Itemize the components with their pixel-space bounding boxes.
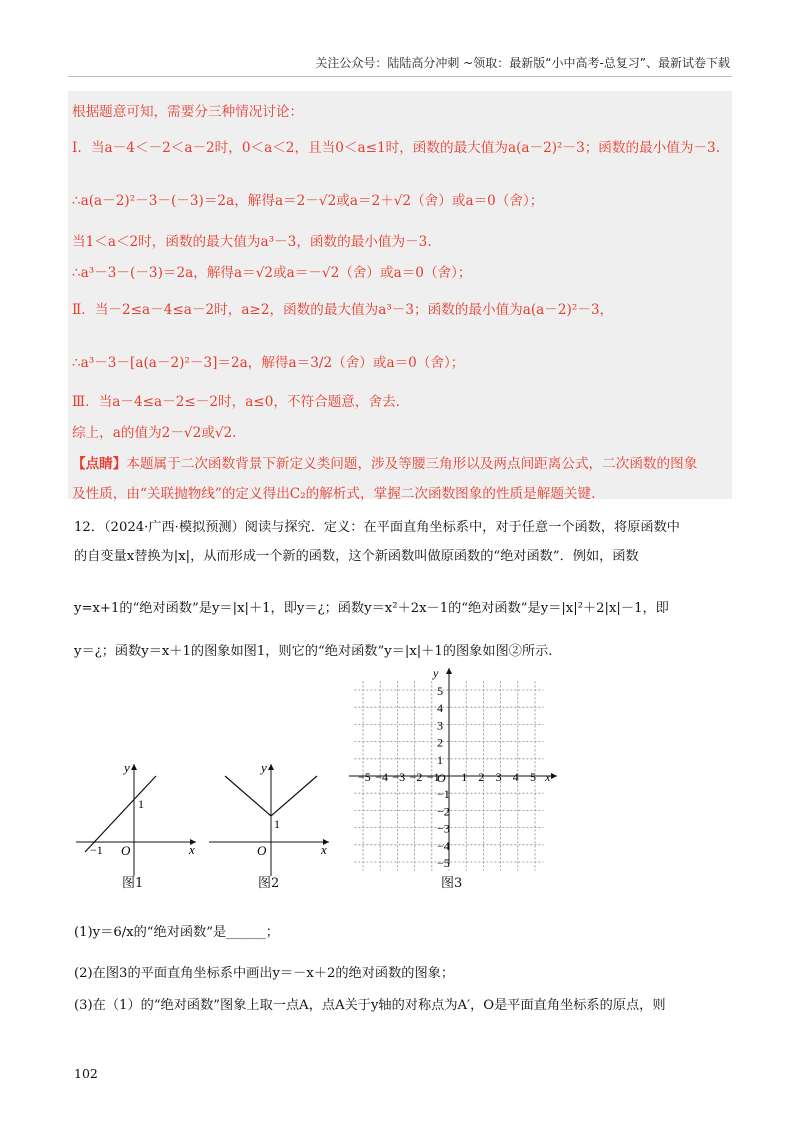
fig2-origin: O [257, 843, 267, 858]
question-12-line-4: y＝¿；函数y＝x＋1的图象如图1，则它的“绝对函数”y＝|x|＋1的图象如图②所示. [74, 644, 553, 659]
fig3-x-tick-label: −3 [392, 770, 406, 784]
fig1-y-label: y [124, 760, 130, 775]
solution-conclusion: 综上，a的值为2－√2或√2. [72, 425, 237, 441]
fig3-x-tick-label: −5 [358, 770, 371, 784]
fig1-origin: O [121, 843, 131, 858]
figure-2 [205, 756, 335, 886]
fig2-x-label: x [321, 842, 327, 857]
solution-case-1b: 当1＜a＜2时，函数的最大值为a³－3，函数的最小值为－3. [72, 234, 432, 250]
figure-3-grid [345, 664, 565, 874]
sub-question-2: (2)在图3的平面直角坐标系中画出y＝－x＋2的绝对函数的图象； [74, 966, 455, 981]
tip-label: 【点睛】 [72, 456, 127, 472]
fig3-x-tick-label: 2 [478, 770, 485, 784]
fig3-x-tick-label: −4 [375, 770, 388, 784]
figure-1 [70, 756, 200, 886]
header-divider [68, 76, 732, 77]
fig2-y-label: y [261, 760, 267, 775]
solution-case-2: Ⅱ．当－2≤a－4≤a－2时，a≥2，函数的最大值为a³－3；函数的最小值为a(a－2)²－3， [72, 302, 614, 318]
solution-case-1b-eq: ∴a³－3－(－3)＝2a，解得a＝√2或a＝－√2（舍）或a＝0（舍）； [72, 265, 472, 281]
fig3-y-tick-label: 4 [437, 701, 443, 716]
solution-tip-line-2: 及性质，由“关联抛物线”的定义得出C₂的解析式，掌握二次函数图象的性质是解题关键. [72, 486, 596, 502]
question-12-line-3: y=x+1的“绝对函数”是y＝|x|＋1，即y＝¿；函数y＝x²＋2x－1的“绝对函数”是y＝|x|²＋2|x|－1，即 [74, 601, 669, 616]
solution-case-1-eq: ∴a(a－2)²－3－(－3)＝2a，解得a＝2－√2或a＝2＋√2（舍）或a＝0（舍）； [72, 193, 544, 209]
fig1-neg-one: −1 [90, 843, 103, 857]
fig3-caption: 图3 [441, 876, 463, 891]
fig3-x-tick-label: 1 [461, 770, 468, 784]
fig1-x-label: x [189, 842, 195, 857]
fig3-y-tick-label: 5 [437, 684, 443, 698]
fig3-x-tick-label: −2 [409, 770, 423, 784]
fig1-line [85, 776, 156, 852]
page-header: 关注公众号：陆陆高分冲刺 ~领取：最新版“小中高考-总复习”、最新试卷下载 [315, 56, 730, 70]
fig3-x-arrow [551, 773, 557, 779]
fig3-y-tick-label: −2 [437, 804, 450, 819]
fig2-caption: 图2 [258, 876, 280, 891]
fig3-y-tick-label: 1 [437, 752, 443, 767]
solution-case-1: Ⅰ．当a－4＜－2＜a－2时，0＜a＜2，且当0＜a≤1时，函数的最大值为a(a－2)²－3；函数的最小值为－3. [72, 140, 721, 156]
fig3-x-tick-label: 4 [512, 770, 519, 784]
fig3-x-tick-label: 5 [530, 770, 536, 784]
fig3-y-arrow [446, 668, 452, 674]
fig3-y-tick-label: −4 [437, 838, 450, 853]
solution-tip-line-1 [72, 452, 697, 472]
fig1-caption: 图1 [122, 876, 144, 891]
fig3-y-tick-label: −5 [437, 856, 450, 870]
fig3-y-tick-label: 2 [437, 735, 443, 750]
sub-question-1: (1)y＝6/x的“绝对函数”是______； [74, 925, 279, 940]
fig3-origin: O [437, 771, 446, 785]
solution-case-3: Ⅲ．当a－4≤a－2≤－2时，a≤0，不符合题意，舍去. [72, 394, 401, 410]
fig2-y-arrow [268, 764, 274, 770]
fig3-y-tick-label: −3 [437, 821, 450, 836]
fig3-y-tick-label: −1 [437, 787, 450, 802]
fig3-x-tick-label: −1 [426, 770, 440, 784]
sub-question-3: (3)在（1）的“绝对函数”图象上取一点A，点A关于y轴的对称点为A′，O是平面直角坐标系的原点，则 [74, 998, 666, 1013]
fig3-x-tick-label: 3 [495, 770, 502, 784]
fig3-y-tick-label: 3 [437, 718, 443, 733]
fig2-one: 1 [274, 817, 280, 831]
question-12-line-2: 的自变量x替换为|x|，从而形成一个新的函数，这个新函数叫做原函数的“绝对函数”．例如，函数 [74, 549, 639, 564]
tip-text-1: 本题属于二次函数背景下新定义类问题，涉及等腰三角形以及两点间距离公式，二次函数的图象 [126, 456, 698, 472]
fig1-one: 1 [138, 797, 144, 811]
fig3-x-label: x [545, 770, 551, 784]
page-number: 102 [74, 1066, 98, 1081]
fig3-y-label: y [433, 666, 439, 680]
question-12-line-1: 12．（2024·广西·模拟预测）阅读与探究．定义：在平面直角坐标系中，对于任意一个函数，将原函数中 [74, 520, 680, 535]
solution-case-2-eq: ∴a³－3－[a(a－2)²－3]＝2a，解得a＝3/2（舍）或a＝0（舍）； [72, 355, 465, 371]
solution-intro: 根据题意可知，需要分三种情况讨论： [72, 104, 304, 120]
fig1-y-arrow [131, 764, 137, 770]
